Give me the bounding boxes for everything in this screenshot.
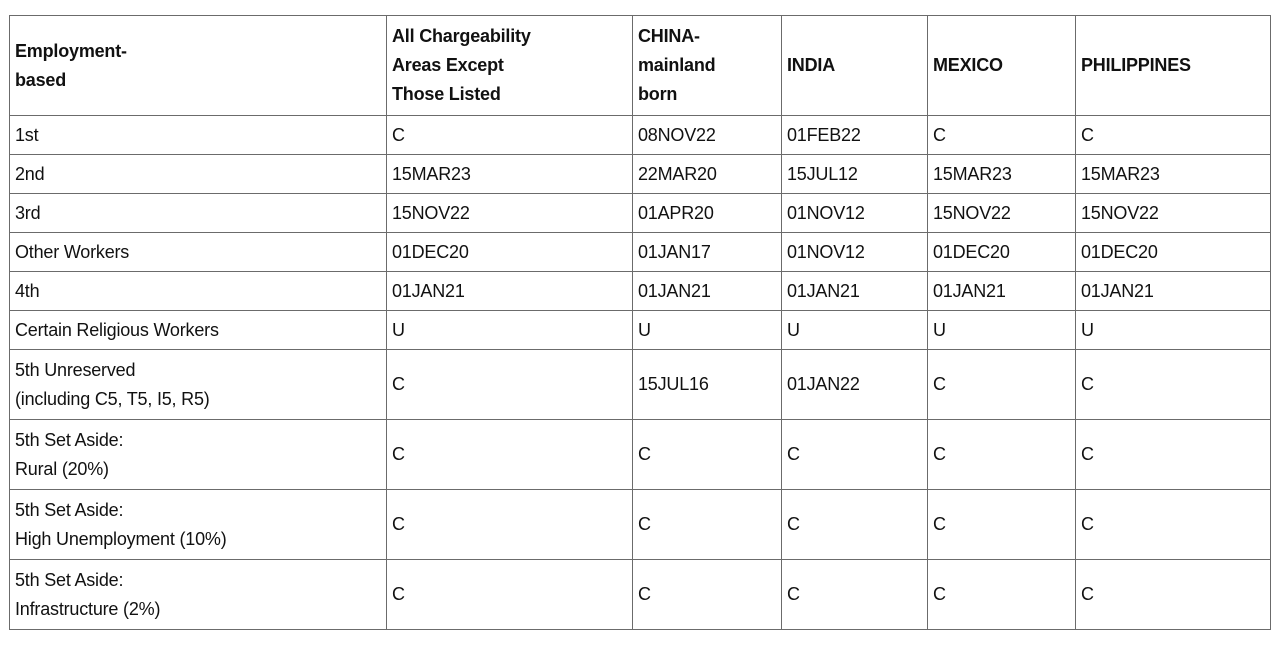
date-value: 15MAR23 (392, 163, 471, 184)
date-cell (633, 194, 782, 233)
table-row (10, 272, 1271, 311)
header-label: CHINA- mainland born (638, 26, 716, 104)
date-value: 01APR20 (638, 202, 714, 223)
date-cell (1076, 350, 1271, 420)
date-value: 01JAN21 (787, 280, 860, 301)
date-value: 15MAR23 (1081, 163, 1160, 184)
date-cell (928, 272, 1076, 311)
category-cell (10, 194, 387, 233)
date-cell (928, 311, 1076, 350)
date-cell (387, 560, 633, 630)
visa-bulletin-table-container (9, 15, 1271, 630)
date-cell (633, 233, 782, 272)
date-value: C (392, 584, 405, 604)
date-value: 01NOV12 (787, 202, 865, 223)
date-cell (782, 560, 928, 630)
date-cell (1076, 155, 1271, 194)
table-row (10, 311, 1271, 350)
header-label: PHILIPPINES (1081, 55, 1191, 75)
date-value: C (1081, 124, 1094, 145)
date-cell (633, 420, 782, 490)
category-cell (10, 420, 387, 490)
table-row (10, 116, 1271, 155)
category-label: 5th Unreserved (including C5, T5, I5, R5) (15, 359, 210, 409)
date-cell (928, 233, 1076, 272)
date-cell (387, 116, 633, 155)
date-cell (1076, 311, 1271, 350)
category-label: 4th (15, 280, 40, 301)
date-value: 01JAN21 (638, 280, 711, 301)
category-cell (10, 116, 387, 155)
date-cell (1076, 233, 1271, 272)
date-cell (928, 116, 1076, 155)
date-cell (928, 194, 1076, 233)
category-label: 3rd (15, 202, 41, 223)
date-cell (782, 311, 928, 350)
category-cell (10, 490, 387, 560)
date-value: C (933, 514, 946, 534)
date-cell (387, 194, 633, 233)
date-value: 15JUL12 (787, 163, 858, 184)
table-header-row (10, 16, 1271, 116)
header-label: All Chargeability Areas Except Those Listed (392, 26, 531, 104)
date-cell (782, 116, 928, 155)
header-china (633, 16, 782, 116)
date-cell (928, 155, 1076, 194)
table-row (10, 350, 1271, 420)
category-cell (10, 311, 387, 350)
date-value: 22MAR20 (638, 163, 717, 184)
date-value: U (638, 319, 651, 340)
employment-based-dates-table (9, 15, 1271, 630)
date-value: 01NOV12 (787, 241, 865, 262)
date-cell (633, 155, 782, 194)
date-cell (633, 490, 782, 560)
table-row (10, 194, 1271, 233)
date-cell (1076, 116, 1271, 155)
date-value: C (933, 124, 946, 145)
date-value: 01JAN21 (1081, 280, 1154, 301)
date-value: C (787, 514, 800, 534)
header-mexico (928, 16, 1076, 116)
date-cell (633, 350, 782, 420)
date-value: C (1081, 514, 1094, 534)
header-label: MEXICO (933, 55, 1003, 75)
date-cell (387, 350, 633, 420)
category-cell (10, 155, 387, 194)
date-cell (782, 350, 928, 420)
date-value: C (933, 374, 946, 394)
date-cell (928, 350, 1076, 420)
date-cell (1076, 560, 1271, 630)
date-value: 15NOV22 (1081, 202, 1159, 223)
date-cell (387, 420, 633, 490)
date-value: 01DEC20 (392, 241, 469, 262)
date-value: 01DEC20 (1081, 241, 1158, 262)
table-row (10, 155, 1271, 194)
date-value: 15NOV22 (392, 202, 470, 223)
date-cell (928, 560, 1076, 630)
date-value: U (933, 319, 946, 340)
date-cell (387, 155, 633, 194)
date-value: C (1081, 374, 1094, 394)
date-cell (782, 194, 928, 233)
date-value: C (1081, 584, 1094, 604)
header-employment-based (10, 16, 387, 116)
date-cell (1076, 490, 1271, 560)
table-row (10, 490, 1271, 560)
date-cell (1076, 272, 1271, 311)
date-cell (928, 490, 1076, 560)
date-value: U (392, 319, 405, 340)
date-value: C (392, 374, 405, 394)
table-row (10, 233, 1271, 272)
date-value: 15JUL16 (638, 374, 709, 394)
date-cell (782, 490, 928, 560)
category-cell (10, 350, 387, 420)
date-value: U (1081, 319, 1094, 340)
category-label: 5th Set Aside: Rural (20%) (15, 429, 124, 479)
date-value: U (787, 319, 800, 340)
date-cell (1076, 194, 1271, 233)
date-value: C (392, 514, 405, 534)
category-label: Other Workers (15, 241, 130, 262)
header-label: INDIA (787, 55, 835, 75)
category-label: 5th Set Aside: Infrastructure (2%) (15, 569, 161, 619)
category-cell (10, 560, 387, 630)
date-cell (387, 272, 633, 311)
category-label: Certain Religious Workers (15, 319, 219, 340)
date-value: C (787, 444, 800, 464)
date-cell (387, 311, 633, 350)
date-cell (782, 420, 928, 490)
date-cell (782, 233, 928, 272)
date-value: 15MAR23 (933, 163, 1012, 184)
category-label: 5th Set Aside: High Unemployment (10%) (15, 499, 227, 549)
date-value: C (787, 584, 800, 604)
date-value: C (1081, 444, 1094, 464)
date-cell (633, 560, 782, 630)
header-philippines (1076, 16, 1271, 116)
date-cell (782, 155, 928, 194)
date-value: 01DEC20 (933, 241, 1010, 262)
date-value: C (933, 444, 946, 464)
table-row (10, 420, 1271, 490)
date-value: C (392, 444, 405, 464)
date-cell (633, 116, 782, 155)
date-cell (782, 272, 928, 311)
header-india (782, 16, 928, 116)
date-cell (633, 311, 782, 350)
date-value: C (638, 584, 651, 604)
date-value: C (638, 444, 651, 464)
date-value: 01JAN17 (638, 241, 711, 262)
header-label: Employment- based (15, 40, 127, 90)
date-cell (928, 420, 1076, 490)
date-cell (387, 233, 633, 272)
date-value: 01JAN22 (787, 374, 860, 394)
date-cell (1076, 420, 1271, 490)
date-value: C (392, 124, 405, 145)
date-value: 01FEB22 (787, 124, 861, 145)
date-value: 08NOV22 (638, 124, 716, 145)
date-value: 01JAN21 (933, 280, 1006, 301)
category-cell (10, 233, 387, 272)
header-all-chargeability (387, 16, 633, 116)
category-label: 1st (15, 124, 39, 145)
category-cell (10, 272, 387, 311)
date-cell (633, 272, 782, 311)
date-cell (387, 490, 633, 560)
table-row (10, 560, 1271, 630)
date-value: 01JAN21 (392, 280, 465, 301)
date-value: C (933, 584, 946, 604)
date-value: 15NOV22 (933, 202, 1011, 223)
date-value: C (638, 514, 651, 534)
category-label: 2nd (15, 163, 45, 184)
